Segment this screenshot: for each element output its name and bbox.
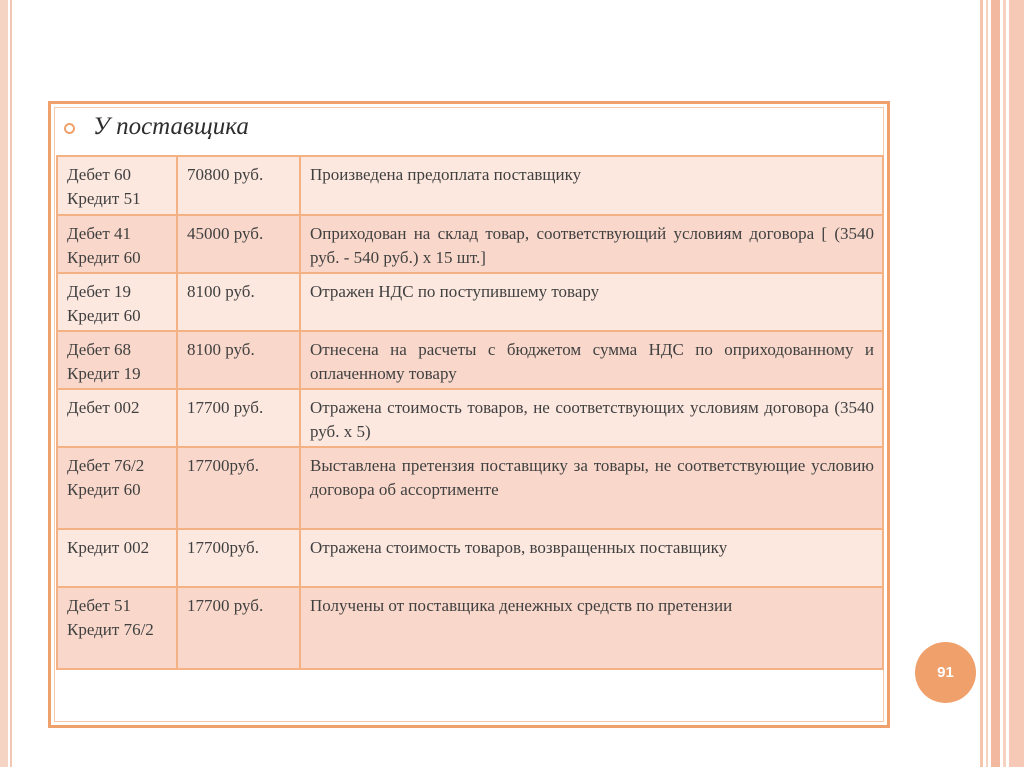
description-cell: Получены от поставщика денежных средств по претензии bbox=[300, 587, 883, 669]
amount-cell: 17700руб. bbox=[177, 529, 300, 587]
description-cell: Отражена стоимость товаров, не соответствующих условиям договора (3540 руб. х 5) bbox=[300, 389, 883, 447]
account-cell: Дебет 002 bbox=[57, 389, 177, 447]
table-row bbox=[57, 273, 883, 331]
content-frame bbox=[48, 101, 890, 728]
amount-cell: 8100 руб. bbox=[177, 273, 300, 331]
table-row bbox=[57, 215, 883, 273]
amount-cell: 45000 руб. bbox=[177, 215, 300, 273]
table-row bbox=[57, 447, 883, 529]
description-cell: Отражена стоимость товаров, возвращенных поставщику bbox=[300, 529, 883, 587]
account-cell: Дебет 51 Кредит 76/2 bbox=[57, 587, 177, 669]
amount-cell: 17700 руб. bbox=[177, 587, 300, 669]
description-cell: Оприходован на склад товар, соответствующий условиям договора [ (3540 руб. - 540 руб.) х 15 шт.] bbox=[300, 215, 883, 273]
amount-cell: 17700руб. bbox=[177, 447, 300, 529]
title-bullet-icon bbox=[64, 123, 75, 134]
table-row bbox=[57, 331, 883, 389]
table-row bbox=[57, 389, 883, 447]
description-cell: Отражен НДС по поступившему товару bbox=[300, 273, 883, 331]
left-decorative-border bbox=[0, 0, 8, 767]
table-row bbox=[57, 587, 883, 669]
account-cell: Дебет 41 Кредит 60 bbox=[57, 215, 177, 273]
description-cell: Отнесена на расчеты с бюджетом сумма НДС по оприходованному и оплаченному товару bbox=[300, 331, 883, 389]
accounting-entries-table bbox=[56, 155, 884, 670]
account-cell: Дебет 76/2 Кредит 60 bbox=[57, 447, 177, 529]
amount-cell: 70800 руб. bbox=[177, 156, 300, 215]
amount-cell: 17700 руб. bbox=[177, 389, 300, 447]
table-row bbox=[57, 529, 883, 587]
right-decorative-stripes bbox=[980, 0, 1024, 767]
amount-cell: 8100 руб. bbox=[177, 331, 300, 389]
account-cell: Кредит 002 bbox=[57, 529, 177, 587]
page-number-badge: 91 bbox=[915, 642, 976, 703]
account-cell: Дебет 60 Кредит 51 bbox=[57, 156, 177, 215]
account-cell: Дебет 19 Кредит 60 bbox=[57, 273, 177, 331]
description-cell: Выставлена претензия поставщику за товары, не соответствующие условию договора об ассортименте bbox=[300, 447, 883, 529]
table-row bbox=[57, 156, 883, 215]
description-cell: Произведена предоплата поставщику bbox=[300, 156, 883, 215]
slide-title: У поставщика bbox=[93, 113, 249, 140]
account-cell: Дебет 68 Кредит 19 bbox=[57, 331, 177, 389]
